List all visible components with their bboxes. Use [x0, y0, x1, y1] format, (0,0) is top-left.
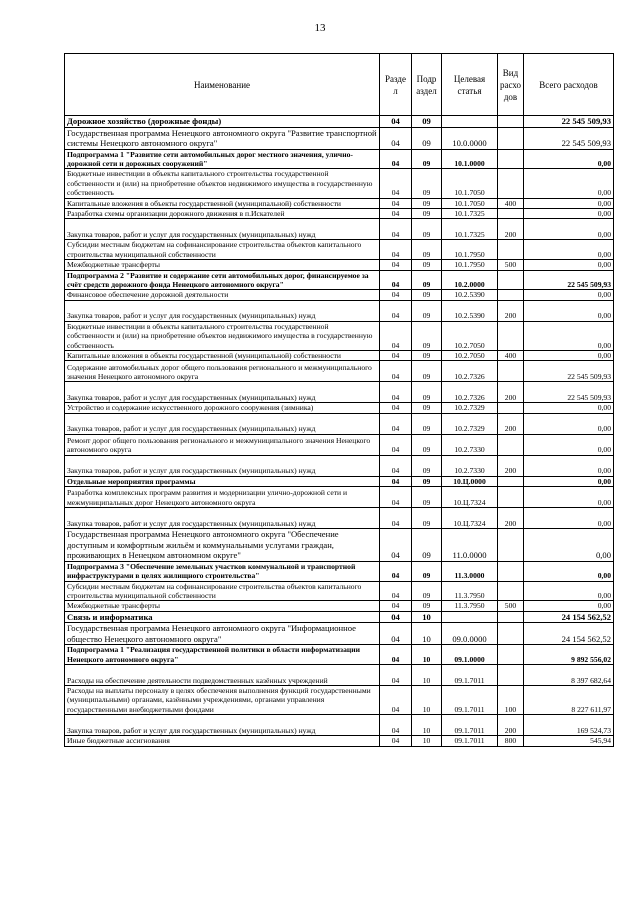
row-subsection: 09	[412, 581, 442, 601]
row-subsection: 09	[412, 116, 442, 128]
row-type: 500	[498, 260, 524, 270]
header-section: Разде л	[380, 54, 412, 116]
table-row	[65, 434, 614, 455]
row-target	[442, 116, 498, 128]
row-subsection: 09	[412, 208, 442, 218]
table-row	[65, 219, 614, 240]
row-amount: 169 524,73	[524, 715, 614, 736]
table-row	[65, 260, 614, 270]
row-name: Закупка товаров, работ и услуг для государственных (муниципальных) нужд	[65, 300, 380, 321]
row-section: 04	[380, 645, 412, 665]
row-name: Дорожное хозяйство (дорожные фонды)	[65, 116, 380, 128]
row-target: 10.2.7330	[442, 455, 498, 476]
row-amount: 0,00	[524, 300, 614, 321]
row-amount: 0,00	[524, 169, 614, 198]
row-target: 10.1.7325	[442, 219, 498, 240]
row-subsection: 10	[412, 715, 442, 736]
row-section: 04	[380, 208, 412, 218]
row-name: Закупка товаров, работ и услуг для государственных (муниципальных) нужд	[65, 455, 380, 476]
row-section: 04	[380, 300, 412, 321]
row-target: 10.2.5390	[442, 300, 498, 321]
row-subsection: 09	[412, 361, 442, 382]
row-subsection: 10	[412, 736, 442, 746]
row-section: 04	[380, 403, 412, 413]
table-row	[65, 116, 614, 128]
row-amount: 0,00	[524, 487, 614, 508]
row-name: Расходы на обеспечение деятельности подведомственных казённых учреждений	[65, 665, 380, 686]
row-name: Разработка схемы организации дорожного движения в п.Искателей	[65, 208, 380, 218]
row-section: 04	[380, 413, 412, 434]
row-name: Капитальные вложения в объекты государственной (муниципальной) собственности	[65, 351, 380, 361]
row-section: 04	[380, 169, 412, 198]
table-row	[65, 611, 614, 623]
table-row	[65, 487, 614, 508]
row-section: 04	[380, 715, 412, 736]
row-target: 10.2.7326	[442, 382, 498, 403]
table-row	[65, 270, 614, 290]
row-amount: 545,94	[524, 736, 614, 746]
row-target: 09.1.7011	[442, 665, 498, 686]
row-name: Содержание автомобильных дорог общего пользования регионального и межмуниципального значения Ненецкого автономного округа	[65, 361, 380, 382]
row-section: 04	[380, 270, 412, 290]
row-amount: 0,00	[524, 455, 614, 476]
table-row	[65, 601, 614, 611]
row-name: Межбюджетные трансферты	[65, 601, 380, 611]
row-target: 09.1.7011	[442, 715, 498, 736]
header-target: Целевая статья	[442, 54, 498, 116]
row-section: 04	[380, 219, 412, 240]
row-name: Разработка комплексных программ развития и модернизации улично-дорожной сети и межмуниципальных дорог Ненецкого автономного округа	[65, 487, 380, 508]
row-amount: 22 545 509,93	[524, 116, 614, 128]
row-section: 04	[380, 487, 412, 508]
table-row	[65, 529, 614, 562]
row-section: 04	[380, 198, 412, 208]
row-section: 04	[380, 455, 412, 476]
row-amount: 0,00	[524, 260, 614, 270]
row-target: 09.1.0000	[442, 645, 498, 665]
row-target: 10.2.0000	[442, 270, 498, 290]
row-amount: 24 154 562,52	[524, 623, 614, 645]
row-type	[498, 208, 524, 218]
row-target: 10.1.7950	[442, 260, 498, 270]
row-amount: 0,00	[524, 198, 614, 208]
table-row	[65, 382, 614, 403]
row-amount: 0,00	[524, 529, 614, 562]
row-target: 10.2.7326	[442, 361, 498, 382]
row-type: 800	[498, 736, 524, 746]
row-amount: 0,00	[524, 561, 614, 581]
row-name: Расходы на выплаты персоналу в целях обеспечения выполнения функций государственными (муниципальными) органами, казёнными учреждениями, органами управления государственными внебюджетными фондами	[65, 686, 380, 715]
row-subsection: 09	[412, 300, 442, 321]
table-row	[65, 508, 614, 529]
row-type: 500	[498, 601, 524, 611]
row-section: 04	[380, 736, 412, 746]
row-amount: 22 545 509,93	[524, 270, 614, 290]
table-row	[65, 403, 614, 413]
row-target: 10.Ц.0000	[442, 476, 498, 486]
row-name: Ремонт дорог общего пользования регионального и межмуниципального значения Ненецкого автономного округа	[65, 434, 380, 455]
row-target: 11.3.0000	[442, 561, 498, 581]
row-target: 10.0.0000	[442, 127, 498, 149]
row-section: 04	[380, 434, 412, 455]
table-row	[65, 198, 614, 208]
row-type	[498, 403, 524, 413]
row-section: 04	[380, 601, 412, 611]
row-amount: 0,00	[524, 208, 614, 218]
row-amount: 0,00	[524, 403, 614, 413]
row-amount: 22 545 509,93	[524, 361, 614, 382]
row-section: 04	[380, 361, 412, 382]
row-name: Государственная программа Ненецкого автономного округа "Информационное общество Ненецкого автономного округа"	[65, 623, 380, 645]
row-target: 10.2.5390	[442, 290, 498, 300]
row-amount: 0,00	[524, 240, 614, 260]
table-row	[65, 581, 614, 601]
row-type: 400	[498, 351, 524, 361]
row-subsection: 09	[412, 413, 442, 434]
row-name: Межбюджетные трансферты	[65, 260, 380, 270]
row-name: Бюджетные инвестиции в объекты капитального строительства государственной собственности и (или) на приобретение объектов недвижимого имущества в государственную собственность	[65, 321, 380, 350]
row-type	[498, 611, 524, 623]
row-section: 04	[380, 623, 412, 645]
row-name: Подпрограмма 2 "Развитие и содержание сети автомобильных дорог, финансируемое за счёт средств дорожного фонда Ненецкого автономного округа"	[65, 270, 380, 290]
table-row	[65, 623, 614, 645]
row-subsection: 09	[412, 508, 442, 529]
row-type	[498, 434, 524, 455]
row-subsection: 09	[412, 382, 442, 403]
row-target	[442, 611, 498, 623]
row-target: 10.2.7330	[442, 434, 498, 455]
row-section: 04	[380, 529, 412, 562]
header-type: Вид расхо дов	[498, 54, 524, 116]
row-type	[498, 270, 524, 290]
row-target: 10.1.7950	[442, 240, 498, 260]
table-row	[65, 290, 614, 300]
row-target: 10.1.7050	[442, 169, 498, 198]
row-name: Подпрограмма 3 "Обеспечение земельных участков коммунальной и транспортной инфраструктурами в целях жилищного строительства"	[65, 561, 380, 581]
row-subsection: 10	[412, 686, 442, 715]
table-row	[65, 686, 614, 715]
row-target: 10.2.7050	[442, 351, 498, 361]
row-section: 04	[380, 581, 412, 601]
row-name: Закупка товаров, работ и услуг для государственных (муниципальных) нужд	[65, 715, 380, 736]
row-subsection: 09	[412, 198, 442, 208]
row-type	[498, 361, 524, 382]
row-type: 200	[498, 219, 524, 240]
row-subsection: 09	[412, 290, 442, 300]
row-name: Закупка товаров, работ и услуг для государственных (муниципальных) нужд	[65, 413, 380, 434]
row-type	[498, 476, 524, 486]
row-name: Закупка товаров, работ и услуг для государственных (муниципальных) нужд	[65, 219, 380, 240]
table-row	[65, 169, 614, 198]
row-type	[498, 149, 524, 169]
row-amount: 0,00	[524, 413, 614, 434]
row-amount: 0,00	[524, 290, 614, 300]
row-subsection: 09	[412, 601, 442, 611]
row-amount: 0,00	[524, 601, 614, 611]
row-amount: 0,00	[524, 581, 614, 601]
row-amount: 22 545 509,93	[524, 382, 614, 403]
row-subsection: 09	[412, 487, 442, 508]
table-row	[65, 455, 614, 476]
row-section: 04	[380, 476, 412, 486]
row-section: 04	[380, 116, 412, 128]
row-amount: 0,00	[524, 508, 614, 529]
row-type	[498, 529, 524, 562]
row-type: 200	[498, 455, 524, 476]
row-subsection: 09	[412, 149, 442, 169]
row-type: 400	[498, 198, 524, 208]
row-subsection: 09	[412, 270, 442, 290]
row-subsection: 09	[412, 455, 442, 476]
row-target: 10.2.7050	[442, 321, 498, 350]
row-name: Иные бюджетные ассигнования	[65, 736, 380, 746]
row-target: 11.3.7950	[442, 601, 498, 611]
page-number: 13	[314, 22, 326, 34]
row-amount: 8 397 682,64	[524, 665, 614, 686]
row-name: Закупка товаров, работ и услуг для государственных (муниципальных) нужд	[65, 382, 380, 403]
row-target: 10.Ц.7324	[442, 508, 498, 529]
row-name: Подпрограмма 1 "Развитие сети автомобильных дорог местного значения, улично-дорожной сети и дорожных сооружений"	[65, 149, 380, 169]
row-section: 04	[380, 260, 412, 270]
row-subsection: 09	[412, 127, 442, 149]
row-type: 200	[498, 715, 524, 736]
row-type	[498, 665, 524, 686]
row-name: Субсидии местным бюджетам на софинансирование строительства объектов капитального строительства муниципальной собственности	[65, 240, 380, 260]
row-subsection: 09	[412, 476, 442, 486]
row-type: 200	[498, 413, 524, 434]
row-type	[498, 321, 524, 350]
header-total: Всего расходов	[524, 54, 614, 116]
row-section: 04	[380, 382, 412, 403]
row-name: Бюджетные инвестиции в объекты капитального строительства государственной собственности и (или) на приобретение объектов недвижимого имущества в государственную собственность	[65, 169, 380, 198]
row-target: 11.3.7950	[442, 581, 498, 601]
row-section: 04	[380, 665, 412, 686]
row-amount: 0,00	[524, 149, 614, 169]
header-subsection: Подр аздел	[412, 54, 442, 116]
row-target: 09.1.7011	[442, 686, 498, 715]
row-section: 04	[380, 127, 412, 149]
row-name: Связь и информатика	[65, 611, 380, 623]
row-type	[498, 561, 524, 581]
row-type	[498, 116, 524, 128]
row-amount: 22 545 509,93	[524, 127, 614, 149]
row-section: 04	[380, 290, 412, 300]
row-amount: 0,00	[524, 434, 614, 455]
row-type	[498, 127, 524, 149]
row-type	[498, 169, 524, 198]
row-subsection: 09	[412, 351, 442, 361]
row-target: 09.1.7011	[442, 736, 498, 746]
row-subsection: 10	[412, 611, 442, 623]
row-type	[498, 290, 524, 300]
row-name: Капитальные вложения в объекты государственной (муниципальной) собственности	[65, 198, 380, 208]
row-target: 10.2.7329	[442, 413, 498, 434]
row-subsection: 10	[412, 623, 442, 645]
table-row	[65, 715, 614, 736]
row-type	[498, 645, 524, 665]
row-amount: 0,00	[524, 476, 614, 486]
row-target: 10.1.7050	[442, 198, 498, 208]
row-section: 04	[380, 351, 412, 361]
table-row	[65, 476, 614, 486]
table-row	[65, 561, 614, 581]
row-section: 04	[380, 321, 412, 350]
row-type: 200	[498, 300, 524, 321]
row-subsection: 09	[412, 403, 442, 413]
table-row	[65, 149, 614, 169]
row-target: 11.0.0000	[442, 529, 498, 562]
row-subsection: 09	[412, 561, 442, 581]
table-row	[65, 127, 614, 149]
row-type: 200	[498, 508, 524, 529]
table-header-row	[65, 54, 614, 116]
row-subsection: 09	[412, 321, 442, 350]
row-name: Закупка товаров, работ и услуг для государственных (муниципальных) нужд	[65, 508, 380, 529]
table-row	[65, 240, 614, 260]
table-row	[65, 645, 614, 665]
row-amount: 24 154 562,52	[524, 611, 614, 623]
row-name: Субсидии местным бюджетам на софинансирование строительства объектов капитального строительства муниципальной собственности	[65, 581, 380, 601]
table-row	[65, 300, 614, 321]
row-type: 200	[498, 382, 524, 403]
row-subsection: 09	[412, 529, 442, 562]
row-name: Отдельные мероприятия программы	[65, 476, 380, 486]
table-row	[65, 351, 614, 361]
row-name: Финансовое обеспечение дорожной деятельности	[65, 290, 380, 300]
table-row	[65, 208, 614, 218]
table-row	[65, 361, 614, 382]
row-target: 10.2.7329	[442, 403, 498, 413]
row-amount: 0,00	[524, 321, 614, 350]
row-section: 04	[380, 611, 412, 623]
row-type	[498, 623, 524, 645]
row-subsection: 10	[412, 645, 442, 665]
row-subsection: 09	[412, 169, 442, 198]
row-type	[498, 581, 524, 601]
row-type	[498, 487, 524, 508]
row-amount: 9 892 556,02	[524, 645, 614, 665]
row-type: 100	[498, 686, 524, 715]
row-amount: 0,00	[524, 219, 614, 240]
row-subsection: 09	[412, 260, 442, 270]
row-name: Государственная программа Ненецкого автономного округа "Обеспечение доступным и комфортным жильём и коммунальными услугами граждан, проживающих в Ненецком автономном округе"	[65, 529, 380, 562]
row-subsection: 10	[412, 665, 442, 686]
row-type	[498, 240, 524, 260]
row-section: 04	[380, 240, 412, 260]
row-subsection: 09	[412, 240, 442, 260]
row-target: 10.1.0000	[442, 149, 498, 169]
row-target: 09.0.0000	[442, 623, 498, 645]
row-amount: 8 227 611,97	[524, 686, 614, 715]
table-row	[65, 665, 614, 686]
header-name: Наименование	[65, 54, 380, 116]
row-section: 04	[380, 686, 412, 715]
row-name: Подпрограмма 1 "Реализация государственной политики в области информатизации Ненецкого автономного округа"	[65, 645, 380, 665]
row-target: 10.1.7325	[442, 208, 498, 218]
budget-table	[64, 53, 614, 747]
row-name: Государственная программа Ненецкого автономного округа "Развитие транспортной системы Ненецкого автономного округа"	[65, 127, 380, 149]
row-name: Устройство и содержание искусственного дорожного сооружения (зимника)	[65, 403, 380, 413]
table-row	[65, 321, 614, 350]
row-section: 04	[380, 508, 412, 529]
row-subsection: 09	[412, 219, 442, 240]
row-amount: 0,00	[524, 351, 614, 361]
table-row	[65, 736, 614, 746]
row-subsection: 09	[412, 434, 442, 455]
row-section: 04	[380, 561, 412, 581]
table-row	[65, 413, 614, 434]
row-target: 10.Ц.7324	[442, 487, 498, 508]
row-section: 04	[380, 149, 412, 169]
